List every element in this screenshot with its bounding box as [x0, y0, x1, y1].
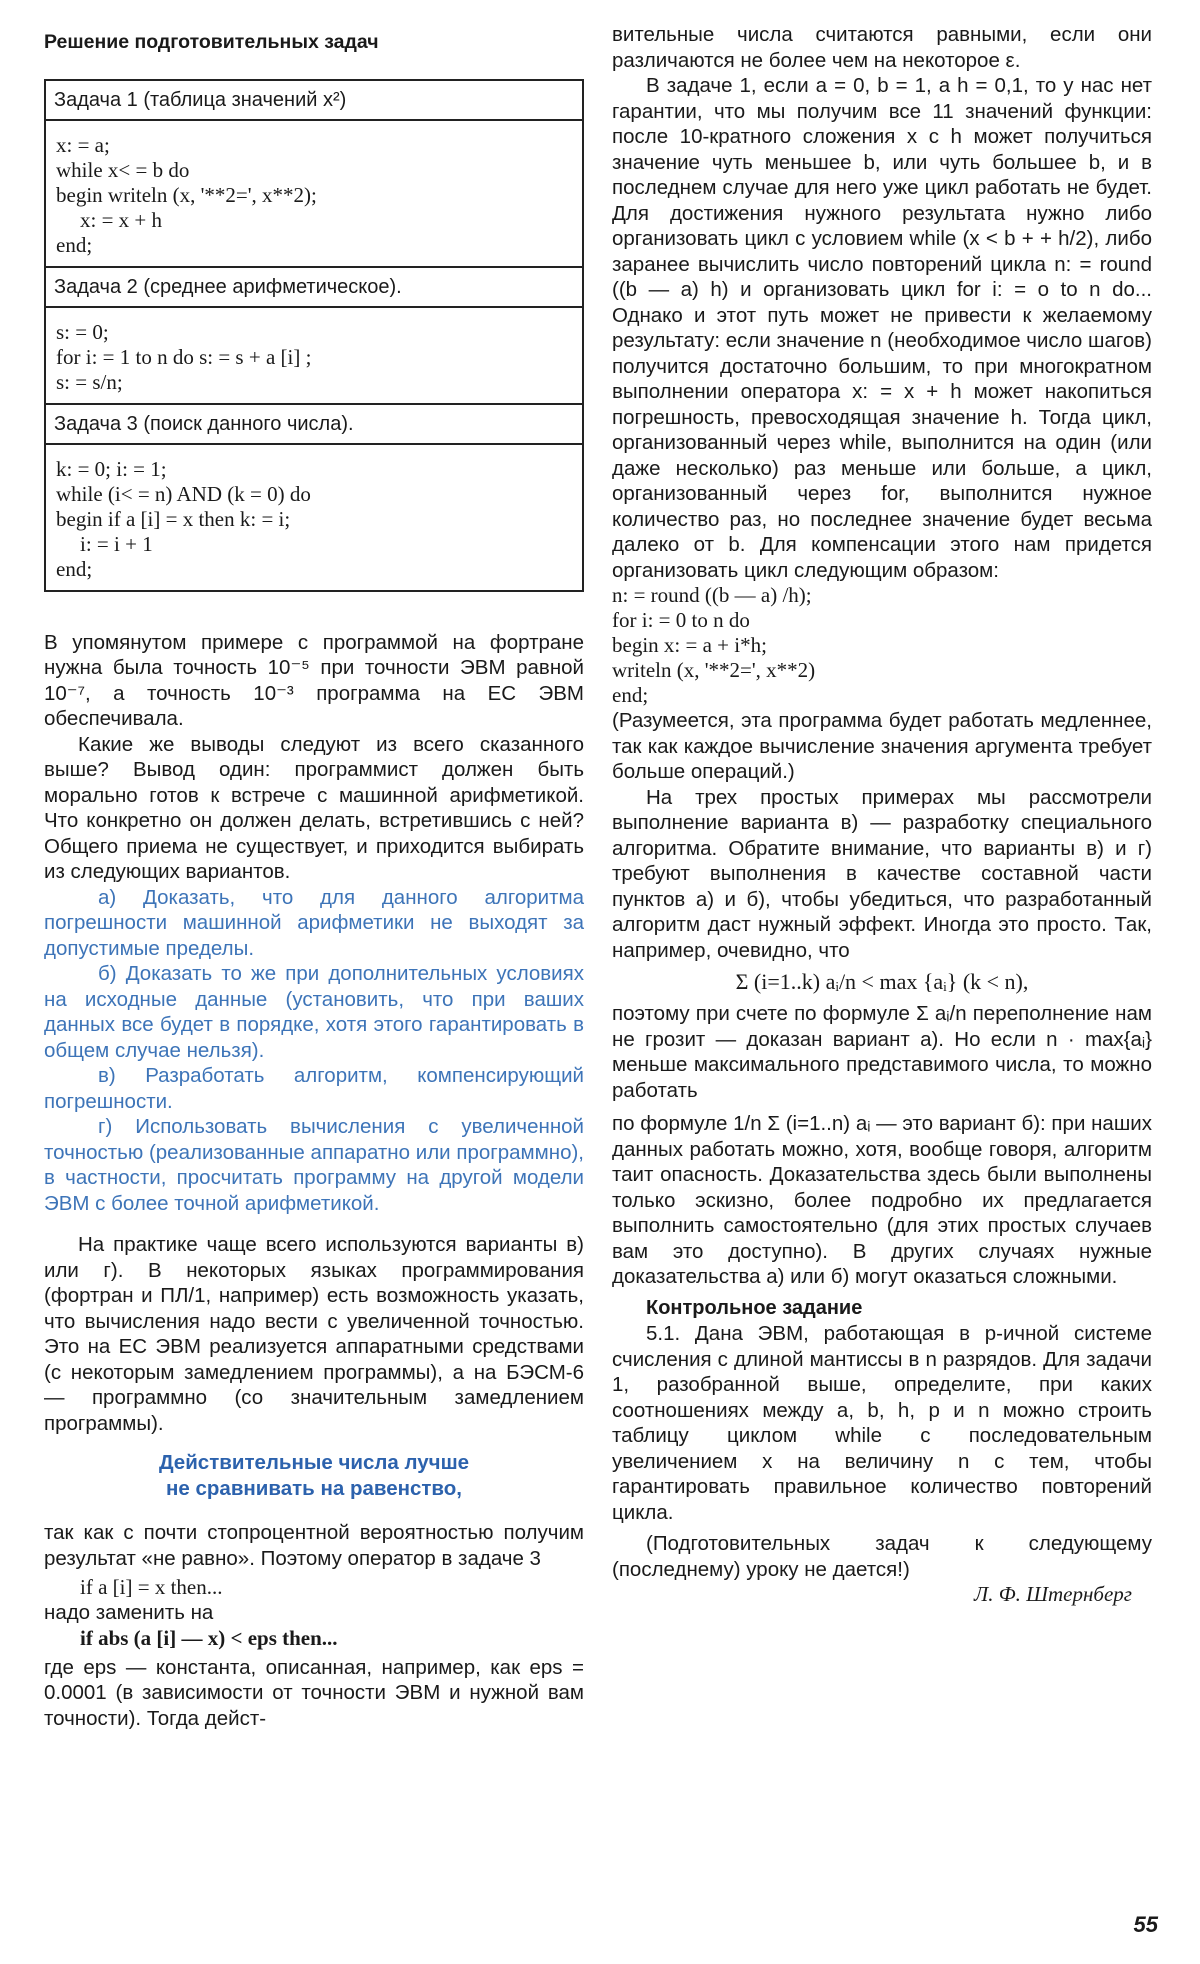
code-line: while (i< = n) AND (k = 0) do [56, 481, 311, 506]
highlight-heading [44, 1450, 584, 1502]
code-line: x: = x + h [80, 207, 163, 232]
author-signature: Л. Ф. Штернберг [974, 1582, 1132, 1606]
task3-title: Задача 3 (поиск данного числа). [46, 405, 582, 445]
code-line: begin if a [i] = x then k: = i; [56, 506, 291, 531]
code-line: i: = i + 1 [80, 531, 153, 556]
variant-a: а) Доказать, что для данного алгоритма погрешности машинной арифметики не выходят за допустимые пределы. [44, 885, 584, 960]
code-line: s: = s/n; [56, 369, 123, 394]
variants-list [44, 885, 584, 1217]
task2-title: Задача 2 (среднее арифметическое). [46, 268, 582, 308]
code-if2: if abs (a [i] — x) < eps then... [80, 1625, 338, 1650]
code-line: for i: = 0 to n do [612, 608, 750, 632]
highlight-line: Действительные числа лучше [158, 1451, 470, 1474]
section-heading: Решение подготовительных задач [44, 31, 379, 53]
code-line: end; [56, 232, 93, 257]
highlight-line: не сравнивать на равенство, [166, 1477, 462, 1500]
code-block [612, 583, 1152, 708]
right-column [612, 22, 1152, 1607]
paragraph: поэтому при счете по формуле Σ aᵢ/n переполнение нам не грозит — доказан вариант а). Но если n · max{aᵢ} меньше максимального представимого числа, то можно работать [612, 1002, 1152, 1102]
code-line: begin writeln (x, '**2=', x**2); [56, 182, 317, 207]
closing-note: (Подготовительных задач к следующему (последнему) уроку не дается!) [612, 1532, 1152, 1581]
variant-g: г) Использовать вычисления с увеличенной точностью (реализованные аппаратно или программно), в частности, просчитать программу на другой модели ЭВМ с более точной арифметикой. [44, 1115, 584, 1215]
paragraph: по формуле 1/n Σ (i=1..n) aᵢ — это вариант б): при наших данных работать можно, хотя, вообще говоря, алгоритм таит опасность. Доказательства здесь были выполнены только эскизно, более подробно их предлагается выполнить самостоятельно (для этих простых случаев вам это доступно). В других случаях нужные доказательства а) или б) могут оказаться сложными. [612, 1112, 1152, 1288]
paragraph: где eps — константа, описанная, например, как eps = 0.0001 (в зависимости от точности ЭВМ и нужной вам точности). Тогда дейст- [44, 1655, 584, 1730]
code-if1: if a [i] = x then... [80, 1575, 223, 1599]
control-task-heading: Контрольное задание [646, 1296, 863, 1319]
paragraph: так как с почти стопроцентной вероятностью получим результат «не равно». Поэтому оператор в задаче 3 [44, 1521, 584, 1570]
code-line: n: = round ((b — a) /h); [612, 583, 812, 607]
control-task-text: 5.1. Дана ЭВМ, работающая в p-ичной системе счисления с длиной мантиссы в n разрядов. Для задачи 1, разобранной выше, определите, при каких соотношениях между a, b, h, p и n можно строить таблицу циклом while с последовательным увеличением x на величину n с тем, чтобы гарантировать правильное количество повторений цикла. [612, 1322, 1152, 1524]
paragraph: вительные числа считаются равными, если они различаются не более чем на некоторое ε. [612, 23, 1152, 72]
code-line: writeln (x, '**2=', x**2) [612, 658, 816, 682]
paragraph: В задаче 1, если a = 0, b = 1, а h = 0,1, то у нас нет гарантии, что мы получим все 11 значений функции: после 10-кратного сложения x с h может получиться значение чуть меньшее b, или чуть большее b, и в последнем случае для него уже цикл работать не будет. Для достижения нужного результата нужно либо организовать цикл с условием while (x < b + + h/2), либо заранее вычислить число повторений цикла n: = round ((b — a) h) и организовать цикл for i: = o to n do... Однако и этот путь может не привести к желаемому результату: если значение n (необходимое число шагов) получится достаточно большим, то при многократном выполнении оператора x: = x + h может накопиться погрешность, превосходящая значение h. Тогда цикл, организованный через while, выполнится на один (или даже несколько) раз меньше или больше, а цикл, организованный через for, выполнится нужное количество раз, но последнее значение будет весьма далеко от b. Для компенсации этого нам придется организовать цикл следующим образом: [612, 74, 1152, 582]
paragraph: На трех простых примерах мы рассмотрели выполнение варианта в) — разработку специального алгоритма. Обратите внимание, что варианты в) и г) требуют выполнения в качестве составной части пунктов а) и б), чтобы убедиться, что разработанный алгоритм даст нужный эффект. Иногда это просто. Так, например, очевидно, что [612, 785, 1152, 962]
tasks-box [44, 79, 584, 592]
code-line: s: = 0; [56, 319, 109, 344]
task1-code [46, 121, 582, 268]
variant-b: б) Доказать то же при дополнительных условиях на исходные данные (установить, что при ваших данных все будет в порядке, хотя этого гарантировать в общем случае нельзя). [44, 962, 584, 1062]
task1-title: Задача 1 (таблица значений x²) [46, 81, 582, 121]
paragraph: (Разумеется, эта программа будет работать медленнее, так как каждое вычисление значения аргумента требует больше операций.) [612, 709, 1152, 783]
formula: Σ (i=1..k) aᵢ/n < max {aᵢ} (k < n), [735, 969, 1029, 994]
page-number: 55 [1133, 1912, 1158, 1937]
code-line: k: = 0; i: = 1; [56, 456, 167, 481]
code-line: begin x: = a + i*h; [612, 633, 767, 657]
paragraph: Какие же выводы следуют из всего сказанного выше? Вывод один: программист должен быть морально готов к встрече с машинной арифметикой. Что конкретно он должен делать, встретившись с ней? Общего приема не существует, и приходится выбирать из следующих вариантов. [44, 732, 584, 883]
code-line: for i: = 1 to n do s: = s + a [i] ; [56, 344, 312, 369]
code-line: x: = a; [56, 132, 110, 157]
left-column [44, 0, 584, 1731]
variant-v: в) Разработать алгоритм, компенсирующий погрешности. [44, 1064, 584, 1113]
paragraph: В упомянутом примере с программой на фортране нужна была точность 10⁻⁵ при точности ЭВМ равной 10⁻⁷, а точность 10⁻³ программа на ЕС ЭВМ обеспечивала. [44, 630, 584, 730]
code-line: end; [56, 556, 93, 581]
code-line: while x< = b do [56, 157, 190, 182]
paragraph: надо заменить на [44, 1601, 214, 1624]
paragraph: На практике чаще всего используются варианты в) или г). В некоторых языках программирования (фортран и ПЛ/1, например) есть возможность указать, что вычисления надо вести с увеличенной точностью. Это на ЕС ЭВМ реализуется аппаратными средствами (с некоторым замедлением программы), а на БЭСМ-6 — программно (со значительным замедлением программы). [44, 1233, 584, 1435]
code-line: end; [612, 683, 649, 707]
task3-code [46, 445, 582, 590]
task2-code [46, 308, 582, 405]
